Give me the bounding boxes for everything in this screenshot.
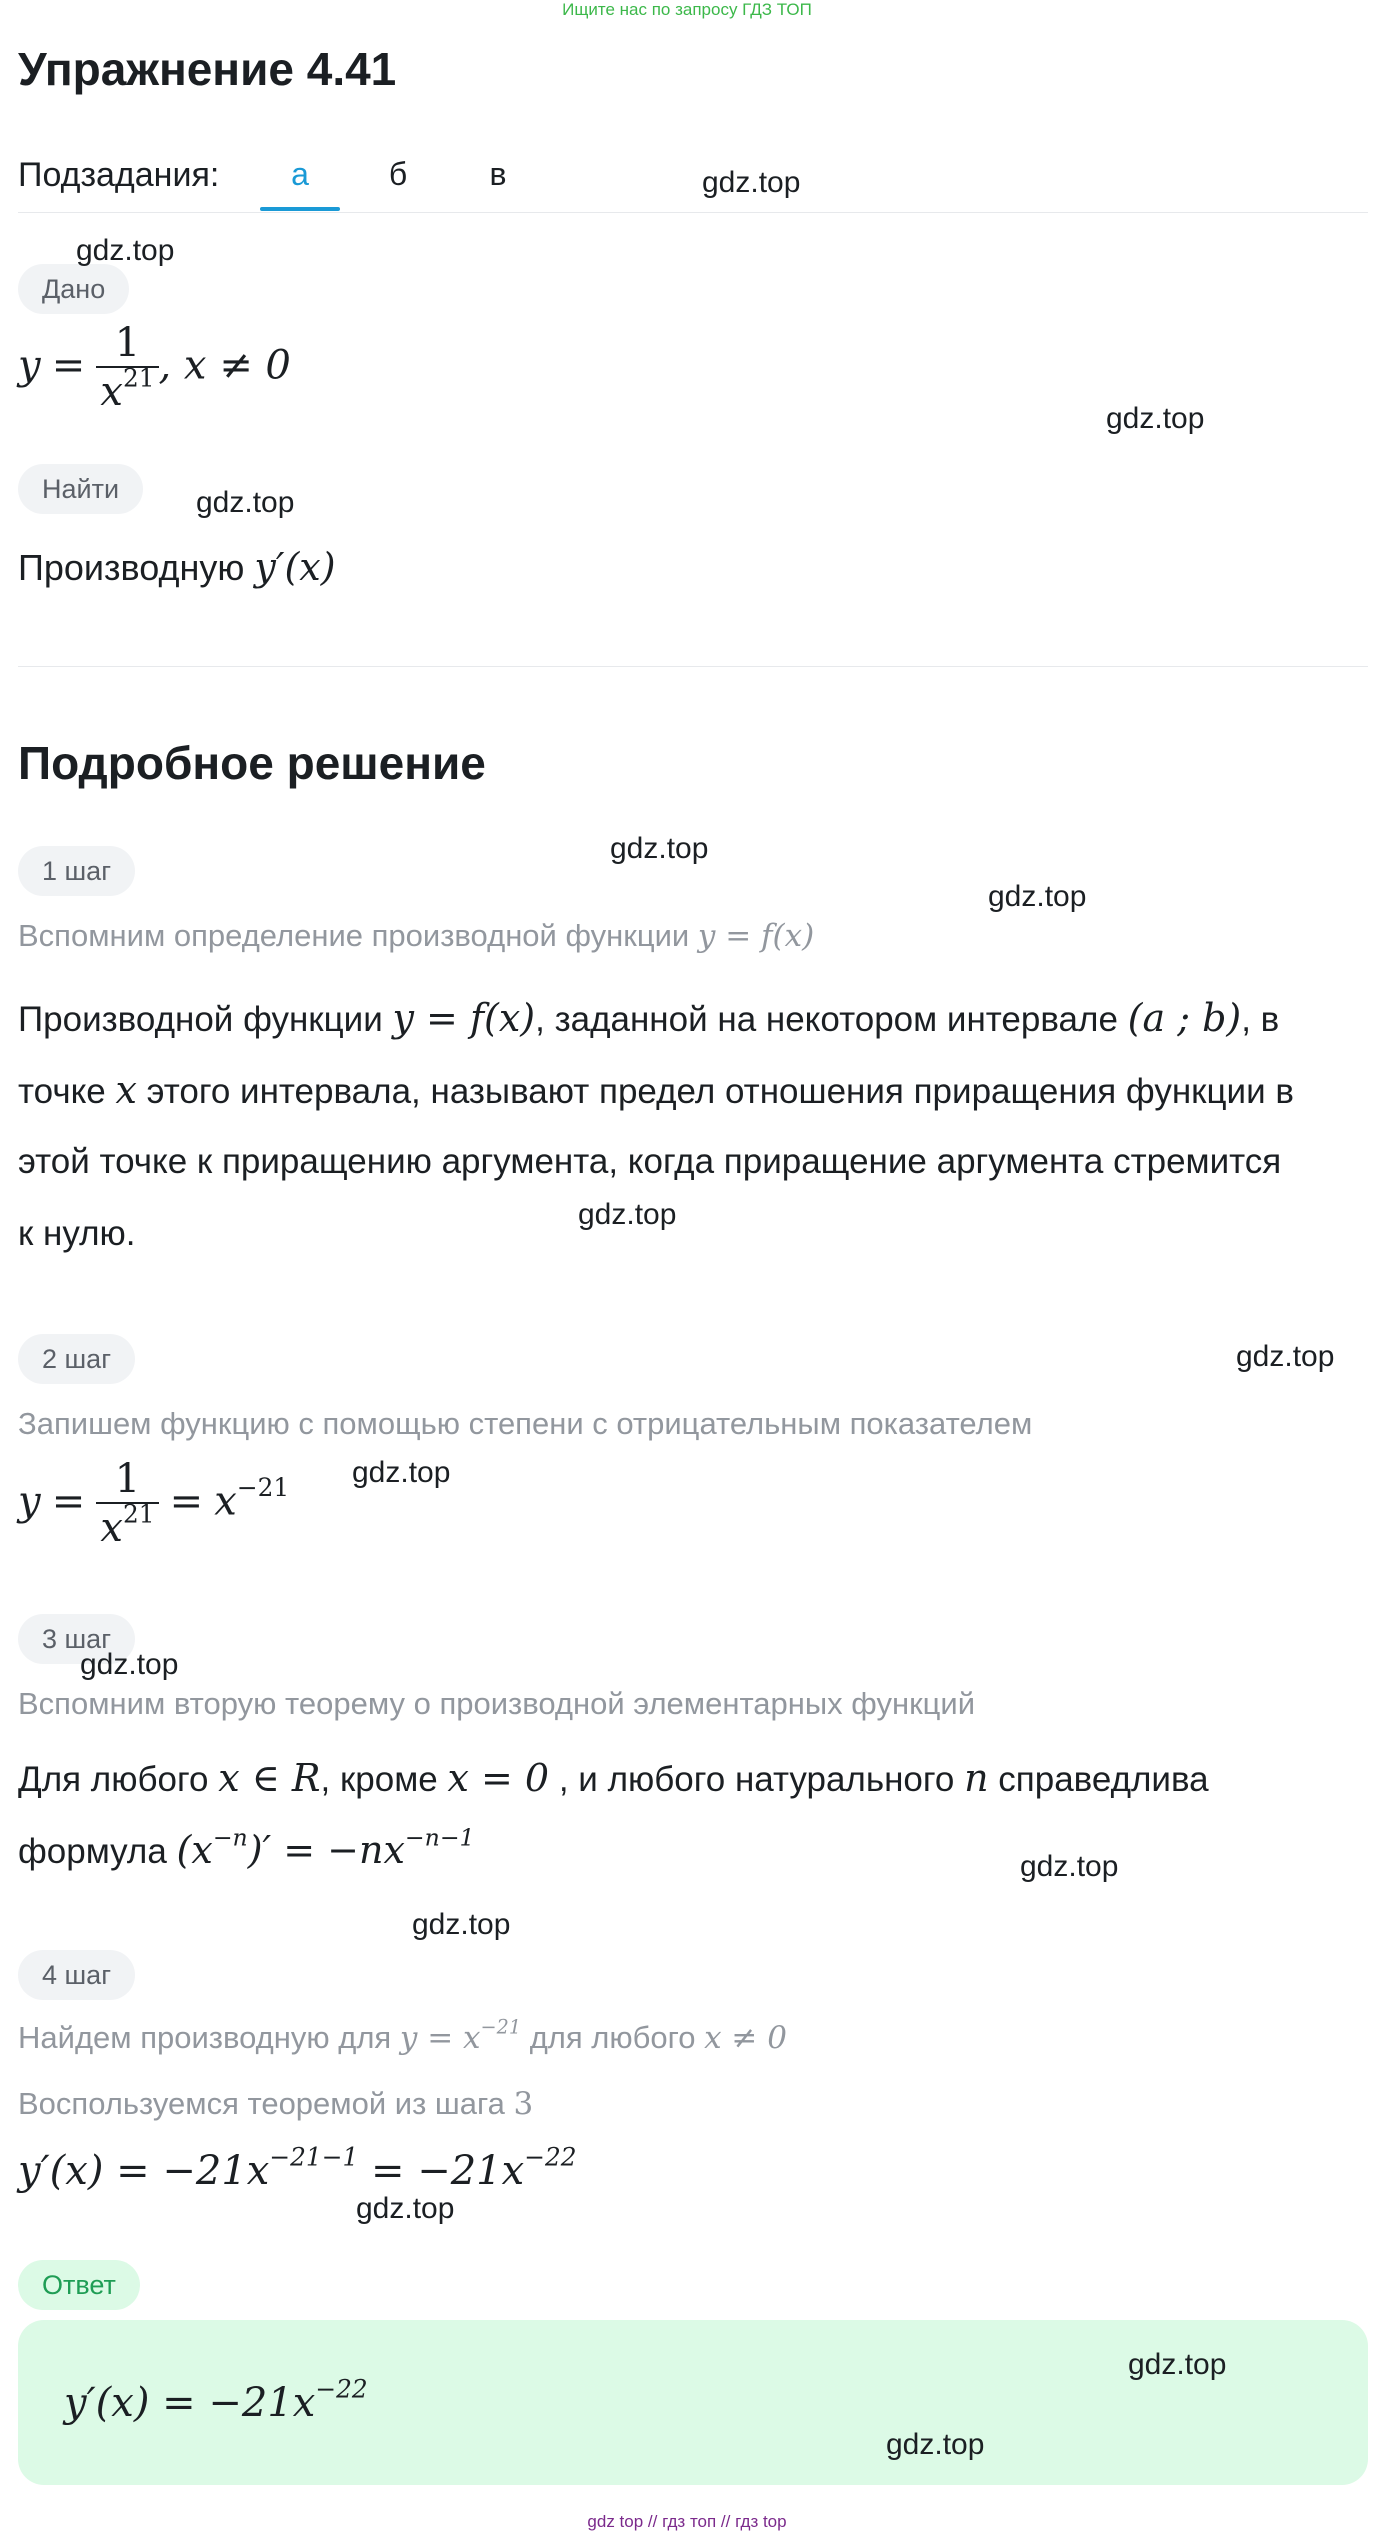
active-tab-indicator [260,207,340,211]
step-2-hint: Запишем функцию с помощью степени с отрицательным показателем [18,1406,1033,1441]
step-1-hint-text: Вспомним определение производной функции [18,918,690,953]
solution-title: Подробное решение [18,737,486,789]
watermark: gdz.top [76,234,175,267]
step-3-text-a: Для любого [18,1760,209,1799]
step-1-line-2: точке x этого интервала, называют предел отношения приращения функции в [18,1068,1294,1112]
step-1-text-a: Производной функции [18,1000,383,1039]
step-3-text-b: , кроме [320,1760,438,1799]
tab-b[interactable]: б [388,156,408,192]
step-3-text-e: формула [18,1832,167,1871]
watermark: gdz.top [1236,1340,1335,1373]
watermark: gdz.top [610,832,709,865]
watermark: gdz.top [702,166,801,199]
step-1-badge: 1 шаг [18,846,135,896]
watermark: gdz.top [886,2428,985,2461]
step-3-line-1: Для любого x ∈ R, кроме x = 0 , и любого натурального n справедлива [18,1756,1209,1800]
step-1-line-4: к нулю. [18,1214,136,1253]
top-note: Ищите нас по запросу ГДЗ ТОП [562,0,812,19]
watermark: gdz.top [1020,1850,1119,1883]
tabs-divider [18,212,1368,213]
step-2-badge: 2 шаг [18,1334,135,1384]
given-badge: Дано [18,264,129,314]
step-1-text-b: , заданной на некотором интервале [535,1000,1118,1039]
step-4-hint-a: Найдем производную для [18,2020,392,2055]
step-3-text-c: , и любого натурального [558,1760,955,1799]
footer-links[interactable]: gdz top // гдз топ // гдз top [587,2512,787,2531]
step-1-line-3: этой точке к приращению аргумента, когда приращение аргумента стремится [18,1142,1282,1181]
step-3-text-d: справедлива [998,1760,1209,1799]
step-1-hint: Вспомним определение производной функции y = f(x) [18,918,815,954]
step-4-hint-2-text: Воспользуемся теоремой из шага [18,2086,505,2121]
watermark: gdz.top [80,1648,179,1681]
step-1-text-c: , в [1241,1000,1280,1039]
step-3-hint: Вспомним вторую теорему о производной элементарных функций [18,1686,976,1721]
step-4-hint-2: Воспользуемся теоремой из шага 3 [18,2086,534,2122]
find-text: Производную y′(x) [18,545,336,589]
given-condition: , x ≠ 0 [158,342,291,389]
watermark: gdz.top [988,880,1087,913]
step-1-line-1: Производной функции y = f(x), заданной на некотором интервале (a ; b), в [18,996,1280,1040]
watermark: gdz.top [412,1908,511,1941]
step-1-text-e: этого интервала, называют предел отношения приращения функции в [146,1072,1294,1111]
tab-a[interactable]: а [291,156,309,192]
section-divider [18,666,1368,667]
given-formula: y = $\frac{1}{x^{21}}$ , x ≠ 0 [18,320,291,415]
tab-v[interactable]: в [489,156,507,192]
answer-formula: $y'(x) = -21x^{-22}$ [64,2374,368,2426]
step-4-hint-b: для любого [529,2020,696,2055]
find-label-text: Производную [18,547,245,588]
page-title: Упражнение 4.41 [18,43,397,95]
watermark: gdz.top [1128,2348,1227,2381]
step-4-badge: 4 шаг [18,1950,135,2000]
step-3-line-2: формула $(x^{-n})' = -nx^{-n-1}$ [18,1823,475,1872]
subtasks-label: Подзадания: [18,156,220,194]
answer-badge: Ответ [18,2260,140,2310]
step-1-text-d: точке [18,1072,106,1111]
find-badge: Найти [18,464,143,514]
step-3-badge: 3 шаг [18,1614,135,1664]
step-2-formula: y = $\frac{1}{x^{21}}$ = $x^{-21}$ [18,1456,290,1551]
watermark: gdz.top [578,1198,677,1231]
watermark: gdz.top [1106,402,1205,435]
step-4-formula: $y'(x) = -21x^{-21-1} = -21x^{-22}$ [18,2142,577,2194]
watermark: gdz.top [356,2192,455,2225]
watermark: gdz.top [352,1456,451,1489]
step-4-hint: Найдем производную для $y = x^{-21}$ для любого x ≠ 0 [18,2015,787,2056]
watermark: gdz.top [196,486,295,519]
